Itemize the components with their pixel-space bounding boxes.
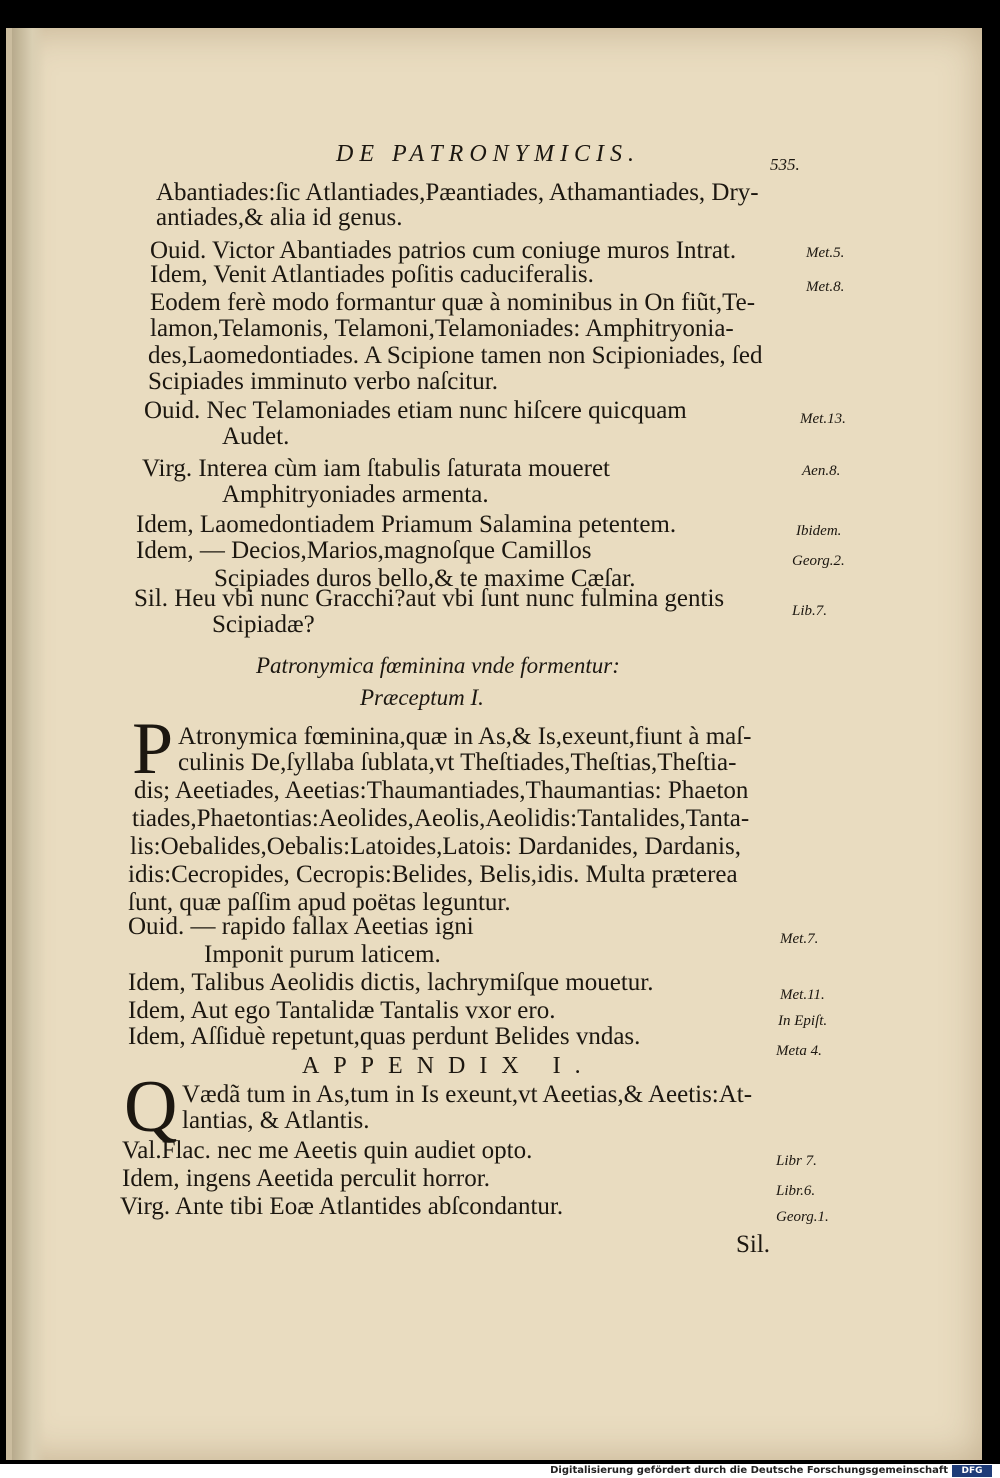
margin-note: Georg.2. bbox=[792, 553, 845, 569]
text-line: Atronymica fœminina,quæ in As,& Is,exeunt,fiunt à maſ- bbox=[178, 723, 752, 750]
margin-note: Meta 4. bbox=[776, 1043, 822, 1059]
text-line: Idem, ingens Aeetida perculit horror. bbox=[122, 1165, 490, 1192]
digitization-footer bbox=[0, 1464, 1000, 1478]
section-subheading: Præceptum I. bbox=[360, 685, 484, 710]
text-line: tiades,Phaetontias:Aeolides,Aeolis,Aeolidis:Tantalides,Tanta- bbox=[132, 805, 750, 832]
text-line: Scipiades duros bello,& te maxime Cæſar. bbox=[214, 565, 636, 592]
text-line: Idem, Aut ego Tantalidæ Tantalis vxor ero. bbox=[128, 997, 556, 1024]
text-line: Idem, Talibus Aeolidis dictis, lachrymiſque mouetur. bbox=[128, 969, 654, 996]
text-line: Imponit purum laticem. bbox=[204, 941, 441, 968]
text-line: lantias, & Atlantis. bbox=[182, 1107, 370, 1134]
text-line: dis; Aeetiades, Aeetias:Thaumantiades,Thaumantias: Phaeton bbox=[134, 777, 749, 804]
margin-note: Lib.7. bbox=[792, 603, 828, 619]
margin-note: Libr.6. bbox=[776, 1183, 816, 1199]
text-line: Ouid. — rapido fallax Aeetias igni bbox=[128, 913, 474, 940]
text-line: des,Laomedontiades. A Scipione tamen non Scipioniades, ſed bbox=[148, 342, 763, 369]
text-line: Scipiadæ? bbox=[212, 611, 315, 638]
text-line: lis:Oebalides,Oebalis:Latoides,Latois: Dardanides, Dardanis, bbox=[130, 833, 741, 860]
text-line: Idem, Venit Atlantiades poſitis caduciferalis. bbox=[150, 261, 594, 288]
text-line: Idem, — Decios,Marios,magnoſque Camillos bbox=[136, 537, 592, 564]
drop-cap-initial: P bbox=[132, 708, 174, 790]
text-line: Scipiades imminuto verbo naſcitur. bbox=[148, 368, 498, 395]
text-line: ſunt, quæ paſſim apud poëtas leguntur. bbox=[128, 889, 511, 916]
text-line: Ouid. Nec Telamoniades etiam nunc hiſcere quicquam bbox=[144, 397, 687, 424]
margin-note: Georg.1. bbox=[776, 1209, 829, 1225]
text-line: idis:Cecropides, Cecropis:Belides, Belis,idis. Multa præterea bbox=[128, 861, 738, 888]
text-line: Abantiades:ſic Atlantiades,Pæantiades, Athamantiades, Dry- bbox=[156, 179, 759, 206]
page-number: 535. bbox=[770, 155, 800, 174]
drop-cap-initial: Q bbox=[124, 1066, 178, 1148]
text-line: antiades,& alia id genus. bbox=[156, 204, 403, 231]
text-line: Amphitryoniades armenta. bbox=[222, 481, 489, 508]
margin-note: Libr 7. bbox=[776, 1153, 817, 1169]
dfg-logo: DFG bbox=[952, 1465, 992, 1477]
page-fold-shadow bbox=[12, 28, 46, 1460]
section-heading: Patronymica fœminina vnde formentur: bbox=[256, 653, 620, 678]
text-line: Idem, Laomedontiadem Priamum Salamina petentem. bbox=[136, 511, 677, 538]
margin-note: Met.13. bbox=[800, 411, 846, 427]
running-title: DE PATRONYMICIS. bbox=[336, 141, 641, 167]
margin-note: Ibidem. bbox=[796, 523, 842, 539]
text-line: Audet. bbox=[222, 423, 290, 450]
margin-note: In Epiſt. bbox=[778, 1013, 828, 1029]
text-line: Sil. Heu vbi nunc Gracchi?aut vbi ſunt nunc fulmina gentis bbox=[134, 585, 725, 612]
margin-note: Met.11. bbox=[780, 987, 825, 1003]
text-line: culinis De,ſyllaba ſublata,vt Theſtiades,Theſtias,Theſtia- bbox=[178, 749, 737, 776]
footer-text: Digitalisierung gefördert durch die Deutsche Forschungsgemeinschaft bbox=[550, 1465, 948, 1476]
margin-note: Met.7. bbox=[780, 931, 819, 947]
text-line: Val.Flac. nec me Aeetis quin audiet opto. bbox=[122, 1137, 533, 1164]
margin-note: Met.8. bbox=[806, 279, 845, 295]
text-line: Eodem ferè modo formantur quæ à nominibus in On fiũt,Te- bbox=[150, 289, 756, 316]
text-line: Virg. Interea cùm iam ſtabulis ſaturata moueret bbox=[142, 455, 611, 482]
margin-note: Aen.8. bbox=[802, 463, 841, 479]
text-line: Ouid. Victor Abantiades patrios cum coniuge muros Intrat. bbox=[150, 237, 737, 264]
text-line: Idem, Aſſiduè repetunt,quas perdunt Belides vndas. bbox=[128, 1023, 641, 1050]
text-line: lamon,Telamonis, Telamoni,Telamoniades: Amphitryonia- bbox=[150, 315, 734, 342]
catchword: Sil. bbox=[736, 1231, 771, 1258]
appendix-heading: APPENDIX I. bbox=[302, 1053, 595, 1079]
margin-note: Met.5. bbox=[806, 245, 845, 261]
text-line: Virg. Ante tibi Eoæ Atlantides abſcondantur. bbox=[120, 1193, 564, 1220]
text-line: Vædã tum in As,tum in Is exeunt,vt Aeetias,& Aeetis:At- bbox=[182, 1081, 753, 1108]
